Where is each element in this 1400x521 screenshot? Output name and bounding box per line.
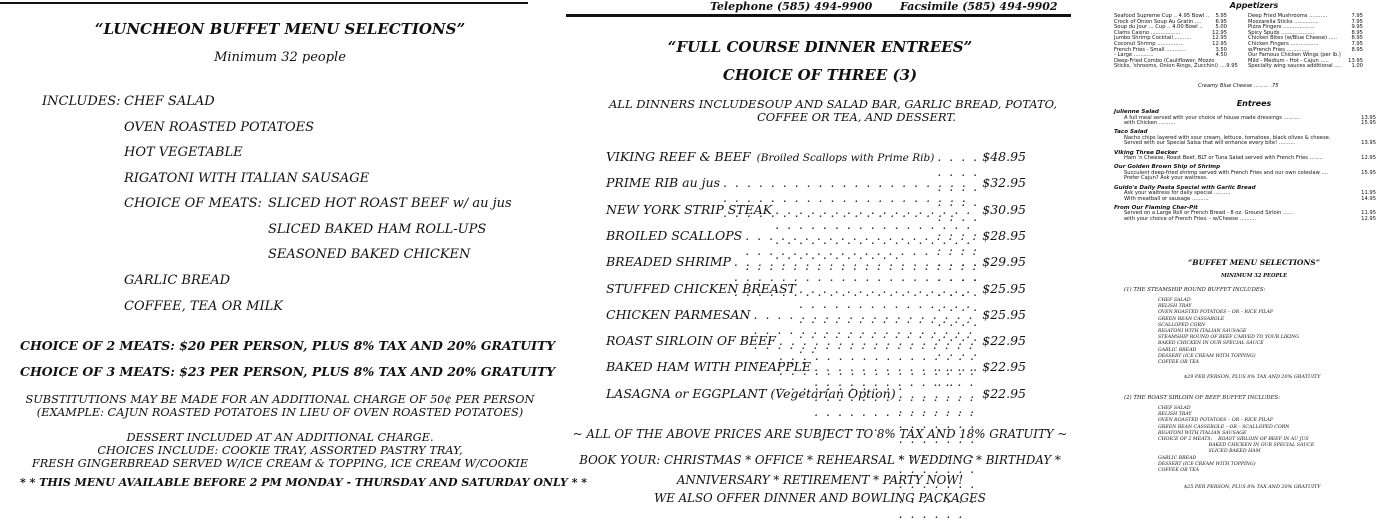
luncheon-title: “LUNCHEON BUFFET MENU SELECTIONS” bbox=[94, 20, 466, 38]
buffet-item: OVEN ROASTED POTATOES – OR – RICE PILAF bbox=[1158, 418, 1274, 424]
meat-option: SEASONED BAKED CHICKEN bbox=[268, 247, 471, 263]
dinner-item-name: NEW YORK STRIP STEAK bbox=[606, 201, 773, 217]
buffet-1-price: $29 PER PERSON, PLUS 8% TAX AND 20% GRATUITY bbox=[1184, 374, 1321, 380]
appetizer-price: 7.95 bbox=[1351, 40, 1363, 47]
appetizer-price: 12.95 bbox=[1212, 29, 1227, 36]
included-item: COFFEE, TEA OR MILK bbox=[124, 298, 283, 314]
appetizer-item bbox=[1248, 64, 1363, 70]
buffet-1-items bbox=[1158, 298, 1299, 366]
entree-description: with Chicken .......... bbox=[1124, 120, 1176, 127]
dinner-item-price: $22.95 bbox=[982, 333, 1026, 349]
dinner-item-name: BROILED SCALLOPS bbox=[606, 227, 743, 243]
buffet-item: RIGATONI WITH ITALIAN SAUSAGE bbox=[1158, 430, 1247, 436]
appetizer-price: 7.95 bbox=[1351, 13, 1363, 19]
entree-description: Ask your waitress for daily special .......... bbox=[1124, 190, 1231, 197]
meats-label: CHOICE OF MEATS: bbox=[124, 196, 262, 211]
appetizer-price: 7.95 bbox=[1351, 18, 1363, 25]
booking-line-1: BOOK YOUR: CHRISTMAS * OFFICE * REHEARSAL * WEDDING * BIRTHDAY * bbox=[579, 453, 1061, 467]
dinner-item-name: PRIME RIB au jus bbox=[606, 175, 720, 191]
entree-description: A full meal served with your choice of house made dressings .......... bbox=[1124, 114, 1301, 121]
buffet-item: SCALLOPED CORN bbox=[1158, 322, 1206, 328]
appetizer-name: - Large ............ bbox=[1114, 52, 1154, 59]
appetizer-name: Specialty wing sauces additional .... bbox=[1248, 63, 1341, 70]
entree-description: Ham 'n Cheese, Roast Beef, BLT or Tuna Salad served with French Fries ........ bbox=[1124, 155, 1323, 162]
entrees-title: Entrees bbox=[1236, 99, 1272, 108]
substitutions-line: SUBSTITUTIONS MAY BE MADE FOR AN ADDITIONAL CHARGE OF 50¢ PER PERSON bbox=[25, 393, 535, 406]
entree-price: 15.95 bbox=[1361, 169, 1376, 176]
appetizer-name: Deep Fried Mushrooms ........... bbox=[1248, 13, 1328, 19]
entree-line bbox=[1114, 121, 1376, 127]
entree-price: 13.95 bbox=[1361, 140, 1376, 147]
buffet-2-heading: (2) THE ROAST SIRLOIN OF BEEF BUFFET INCLUDES: bbox=[1124, 395, 1281, 401]
fax: Facsimile (585) 494-9902 bbox=[900, 0, 1058, 13]
entree-description: Prefer Cajun? Ask your waitress. bbox=[1124, 175, 1208, 182]
dinners-include-label: ALL DINNERS INCLUDE: bbox=[609, 97, 761, 111]
buffet-minimum: MINIMUM 32 PEOPLE bbox=[1220, 273, 1288, 279]
appetizer-item bbox=[1114, 63, 1238, 70]
appetizer-name: Mozzarella Sticks ............... bbox=[1248, 18, 1319, 25]
appetizer-price: 8.95 bbox=[1351, 35, 1363, 42]
buffet-item: RELISH TRAY bbox=[1158, 304, 1192, 310]
buffet-2-price: $25 PER PERSON, PLUS 8% TAX AND 20% GRATUITY bbox=[1184, 484, 1321, 490]
buffet-item: BAKED CHICKEN IN OUR SPECIAL SAUCE bbox=[1158, 341, 1264, 347]
entree-item bbox=[1114, 165, 1376, 182]
dinner-subtitle: CHOICE OF THREE (3) bbox=[722, 66, 918, 84]
dinner-item-name: CHICKEN PARMESAN bbox=[606, 306, 751, 322]
entree-description: Served on a Large Roll or French Bread - 8 oz. Ground Sirloin ...... bbox=[1124, 210, 1293, 217]
buffet-item: DESSERT (ICE CREAM WITH TOPPING) bbox=[1158, 353, 1256, 359]
appetizer-name: Coconut Shrimp ................ bbox=[1114, 40, 1184, 47]
dinner-item-price: $29.95 bbox=[982, 254, 1026, 270]
entree-description: With meatball or sausage .......... bbox=[1124, 195, 1209, 202]
entree-name: From Our Flaming Char-Pit bbox=[1114, 204, 1198, 211]
dessert-choices: CHOICES INCLUDE: COOKIE TRAY, ASSORTED PASTRY TRAY, bbox=[97, 444, 463, 457]
entree-description: with your choice of French Fries. - w/Cheese .......... bbox=[1124, 216, 1257, 222]
entree-description: Nacho chips layered with sour cream, lettuce, tomatoes, black olives & cheese. bbox=[1124, 134, 1331, 141]
dinners-include-1: SOUP AND SALAD BAR, GARLIC BREAD, POTATO, bbox=[757, 97, 1058, 111]
entree-line bbox=[1114, 217, 1376, 223]
dinner-item-name: VIKING REEF & BEEF bbox=[606, 149, 751, 164]
entree-price: 12.95 bbox=[1361, 216, 1376, 222]
appetizer-name: Mild - Medium - Hot - Cajun ..... bbox=[1248, 57, 1329, 64]
dinner-item-price: $25.95 bbox=[982, 306, 1026, 322]
entree-price: 11.95 bbox=[1361, 210, 1376, 217]
entree-line bbox=[1114, 141, 1376, 147]
buffet-item: RELISH TRAY bbox=[1158, 412, 1192, 418]
appetizers-left-column bbox=[1114, 13, 1238, 70]
entree-description: Succulent deep-fried shrimp served with French Fries and our own coleslaw .... bbox=[1124, 169, 1329, 176]
entree-name: Our Golden Brown Ship of Shrimp bbox=[1114, 164, 1221, 171]
divider bbox=[566, 14, 1071, 17]
appetizer-name: Chicken Bites (w/Blue Cheese) ..... bbox=[1248, 35, 1337, 42]
appetizer-name: Sticks, 'shrooms, Onion Rings, Zucchini) .... bbox=[1114, 63, 1227, 70]
tax-note: ~ ALL OF THE ABOVE PRICES ARE SUBJECT TO 8% TAX AND 18% GRATUITY ~ bbox=[572, 427, 1068, 441]
entrees-list bbox=[1114, 110, 1376, 247]
dinner-item-price: $25.95 bbox=[982, 280, 1026, 296]
buffet-item: GREEN BEAN CASSAROLE bbox=[1158, 316, 1225, 322]
dinner-item-price: $32.95 bbox=[982, 175, 1026, 191]
buffet-item: OVEN ROASTED POTATOES – OR – RICE PILAF bbox=[1158, 310, 1274, 316]
buffet-item: GARLIC BREAD bbox=[1158, 347, 1197, 353]
substitutions-example: (EXAMPLE: CAJUN ROASTED POTATOES IN LIEU OF OVEN ROASTED POTATOES) bbox=[36, 406, 524, 419]
meat-option: SLICED HOT ROAST BEEF w/ au jus bbox=[268, 196, 512, 211]
entree-description: Served with our Special Salsa that will enhance every bite! .......... bbox=[1124, 140, 1296, 147]
price-two-meats: CHOICE OF 2 MEATS: $20 PER PERSON, PLUS 8% TAX AND 20% GRATUITY bbox=[20, 338, 556, 353]
appetizer-price: 3.50 bbox=[1215, 46, 1227, 53]
dinner-item-name: LASAGNA or EGGPLANT (Vegetarian Option) bbox=[606, 385, 896, 401]
entree-item bbox=[1114, 186, 1376, 203]
entree-name: Viking Three Decker bbox=[1114, 149, 1178, 156]
dinner-item-price: $28.95 bbox=[982, 227, 1026, 243]
packages-line: WE ALSO OFFER DINNER AND BOWLING PACKAGES bbox=[654, 491, 986, 505]
included-item: GARLIC BREAD bbox=[124, 273, 231, 288]
entree-line bbox=[1114, 197, 1376, 203]
appetizer-price: 9.95 bbox=[1226, 63, 1238, 70]
entree-price: 13.95 bbox=[1361, 114, 1376, 121]
buffet-item: COFFEE OR TEA bbox=[1158, 360, 1200, 366]
dinner-entrees-menu bbox=[560, 0, 1080, 505]
buffet-item: COFFEE OR TEA bbox=[1158, 468, 1200, 474]
appetizer-price: 12.95 bbox=[1212, 35, 1227, 42]
dinner-item-name: BAKED HAM WITH PINEAPPLE bbox=[606, 359, 812, 375]
buffet-item: SLICED BAKED HAM bbox=[1158, 449, 1261, 455]
appetizer-name: Chicken Fingers ................. bbox=[1248, 40, 1319, 47]
entree-price: 14.95 bbox=[1361, 195, 1376, 202]
entree-price: 12.95 bbox=[1361, 155, 1376, 162]
includes-label: INCLUDES: bbox=[42, 94, 121, 109]
dinner-item-note: (Broiled Scallops with Prime Rib) bbox=[756, 152, 935, 164]
appetizer-price: 5.95 bbox=[1215, 13, 1227, 19]
entree-item bbox=[1114, 151, 1376, 162]
entree-item bbox=[1114, 110, 1376, 127]
appetizer-price: 8.95 bbox=[1351, 29, 1363, 36]
entree-line bbox=[1114, 156, 1376, 162]
included-item: OVEN ROASTED POTATOES bbox=[124, 119, 315, 135]
appetizer-name: Soup du Jour ... Cup .. 4.00 Bowl .. bbox=[1114, 24, 1203, 31]
included-item: CHEF SALAD bbox=[124, 94, 215, 109]
appetizer-name: Our Famous Chicken Wings (per lb.) bbox=[1248, 52, 1341, 59]
buffet-item: RIGATONI WITH ITALIAN SAUSAGE bbox=[1158, 329, 1247, 335]
buffet-item: GREEN BEAN CASSEROLE – OR – SCALLOPED CORN bbox=[1158, 424, 1290, 430]
restaurant-menu-page bbox=[1108, 0, 1400, 500]
buffet-item: GARLIC BREAD bbox=[1158, 455, 1197, 461]
entree-name: Taco Salad bbox=[1114, 129, 1148, 136]
appetizer-name: Pizza Fingers ................... bbox=[1248, 24, 1315, 31]
appetizer-name: Spicy Spuds .................... bbox=[1248, 29, 1315, 36]
dinner-item-name: STUFFED CHICKEN BREAST bbox=[606, 280, 796, 296]
luncheon-buffet-menu bbox=[0, 0, 588, 500]
dinner-item-name: ROAST SIRLOIN OF BEEF bbox=[606, 333, 776, 349]
appetizer-name: Clams Casino .................. bbox=[1114, 29, 1181, 36]
blue-cheese-item: Creamy Blue Cheese ......... .75 bbox=[1198, 83, 1279, 89]
buffet-item: BAKED CHICKEN IN OUR SPECIAL SAUCE bbox=[1158, 443, 1315, 449]
appetizer-name: Jumbo Shrimp Cocktail .......... bbox=[1114, 35, 1192, 42]
appetizer-price: 5.00 bbox=[1215, 24, 1227, 31]
booking-line-2: ANNIVERSARY * RETIREMENT * PARTY NOW! bbox=[676, 473, 964, 487]
entree-name: Guido's Daily Pasta Special with Garlic Bread bbox=[1114, 184, 1256, 191]
entree-item bbox=[1114, 206, 1376, 223]
dessert-line: DESSERT INCLUDED AT AN ADDITIONAL CHARGE. bbox=[126, 431, 434, 444]
appetizer-name: Deep-Fried Combo (Cauliflower, Mozzo bbox=[1114, 57, 1215, 64]
entree-name: Julienne Salad bbox=[1114, 109, 1159, 115]
appetizer-name: Seafood Supreme Cup .. 4.95 Bowl .. bbox=[1114, 13, 1210, 19]
appetizer-price: 6.95 bbox=[1215, 18, 1227, 25]
appetizer-name: French Fries - Small ............ bbox=[1114, 46, 1186, 53]
appetizer-name: Crock of Onion Soup Au Gratin .... bbox=[1114, 18, 1202, 25]
dessert-choices-2: FRESH GINGERBREAD SERVED W/ICE CREAM & TOPPING, ICE CREAM W/COOKIE bbox=[31, 457, 529, 470]
divider bbox=[0, 2, 528, 4]
dinner-item-name: BREADED SHRIMP bbox=[606, 254, 731, 270]
buffet-item: DESSERT (ICE CREAM WITH TOPPING) bbox=[1158, 461, 1256, 467]
included-item: HOT VEGETABLE bbox=[124, 145, 243, 161]
appetizers-title: Appetizers bbox=[1229, 1, 1279, 10]
dinner-title: “FULL COURSE DINNER ENTREES” bbox=[667, 38, 973, 56]
buffet-item: STEAMSHIP ROUND OF BEEF CARVED TO YOUR LIKING bbox=[1158, 335, 1299, 341]
dinner-item-price: $48.95 bbox=[982, 149, 1026, 164]
included-item: RIGATONI WITH ITALIAN SAUSAGE bbox=[124, 170, 370, 186]
meat-option: SLICED BAKED HAM ROLL-UPS bbox=[268, 221, 487, 237]
appetizer-name: w/French Fries .............. bbox=[1248, 46, 1310, 53]
dinner-item-price: $22.95 bbox=[982, 385, 1026, 401]
buffet-2-items bbox=[1158, 406, 1314, 474]
availability-note: * * THIS MENU AVAILABLE BEFORE 2 PM MONDAY - THURSDAY AND SATURDAY ONLY * * bbox=[20, 476, 588, 489]
buffet-item: CHEF SALAD bbox=[1158, 406, 1191, 411]
appetizer-price: 9.95 bbox=[1351, 24, 1363, 31]
entree-line bbox=[1114, 176, 1376, 182]
appetizer-price: 8.95 bbox=[1351, 46, 1363, 53]
price-three-meats: CHOICE OF 3 MEATS: $23 PER PERSON, PLUS 8% TAX AND 20% GRATUITY bbox=[20, 364, 556, 379]
buffet-1-heading: (1) THE STEAMSHIP ROUND BUFFET INCLUDES: bbox=[1124, 287, 1266, 293]
appetizer-price: 12.95 bbox=[1212, 40, 1227, 47]
dinner-item-price: $22.95 bbox=[982, 359, 1026, 375]
appetizer-price: 13.95 bbox=[1348, 57, 1363, 64]
dinners-include-2: COFFEE OR TEA, AND DESSERT. bbox=[757, 110, 956, 124]
buffet-item: CHOICE OF 2 MEATS: ROAST SIRLOIN OF BEEF IN AU JUS bbox=[1158, 437, 1309, 443]
luncheon-minimum: Minimum 32 people bbox=[214, 50, 346, 65]
buffet-title: “BUFFET MENU SELECTIONS” bbox=[1187, 258, 1321, 267]
buffet-item: CHEF SALAD bbox=[1158, 298, 1191, 303]
entree-item bbox=[1114, 130, 1376, 147]
entree-price: 11.95 bbox=[1361, 190, 1376, 197]
dinner-item-price: $30.95 bbox=[982, 201, 1026, 217]
entree-price: 15.95 bbox=[1361, 120, 1376, 127]
telephone: Telephone (585) 494-9900 bbox=[710, 0, 873, 13]
appetizers-right-column bbox=[1248, 14, 1363, 70]
appetizer-price: 4.50 bbox=[1215, 52, 1227, 59]
appetizer-price: 1.00 bbox=[1351, 63, 1363, 70]
